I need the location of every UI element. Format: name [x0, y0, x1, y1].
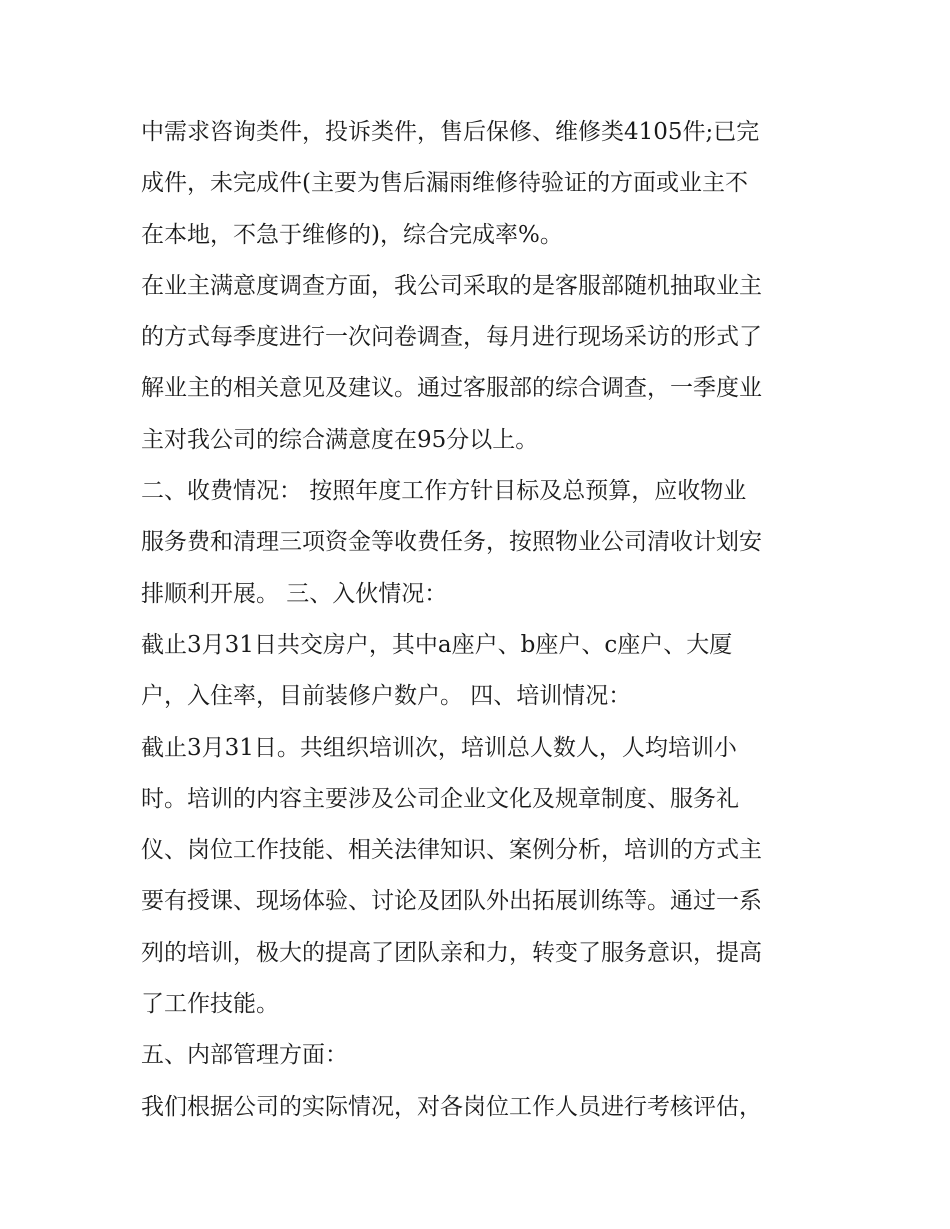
- text-line: 中需求咨询类件，投诉类件，售后保修、维修类4105件;已完: [141, 119, 760, 145]
- text-line: 要有授课、现场体验、讨论及团队外出拓展训练等。通过一系: [141, 888, 762, 915]
- text-line: 主对我公司的综合满意度在95分以上。: [141, 426, 539, 453]
- text-line: 截止3月31日共交房户，其中a座户、b座户、c座户、大厦: [141, 631, 733, 658]
- text-line: 五、内部管理方面：: [141, 1042, 348, 1069]
- body-text: [141, 107, 821, 1133]
- text-line: 仪、岗位工作技能、相关法律知识、案例分析，培训的方式主: [141, 837, 762, 864]
- text-line: 在业主满意度调查方面，我公司采取的是客服部随机抽取业主: [141, 272, 762, 299]
- text-line: 二、收费情况： 按照年度工作方针目标及总预算，应收物业: [141, 478, 747, 505]
- text-line: 在本地，不急于维修的)，综合完成率%。: [141, 221, 563, 248]
- text-line: 解业主的相关意见及建议。通过客服部的综合调查，一季度业: [141, 375, 762, 402]
- text-line: 服务费和清理三项资金等收费任务，按照物业公司清收计划安: [141, 529, 762, 556]
- text-line: 我们根据公司的实际情况，对各岗位工作人员进行考核评估，: [141, 1093, 762, 1120]
- text-line: 截止3月31日。共组织培训次，培训总人数人，人均培训小: [141, 734, 737, 761]
- text-line: 成件，未完成件(主要为售后漏雨维修待验证的方面或业主不: [141, 170, 748, 197]
- text-line: 的方式每季度进行一次问卷调查，每月进行现场采访的形式了: [141, 324, 762, 351]
- text-line: 排顺利开展。 三、入伙情况：: [141, 580, 448, 607]
- text-line: 列的培训，极大的提高了团队亲和力，转变了服务意识，提高: [141, 939, 762, 966]
- text-line: 时。培训的内容主要涉及公司企业文化及规章制度、服务礼: [141, 785, 739, 812]
- text-line: 了工作技能。: [141, 991, 279, 1018]
- text-line: 户，入住率，目前装修户数户。 四、培训情况：: [141, 683, 632, 710]
